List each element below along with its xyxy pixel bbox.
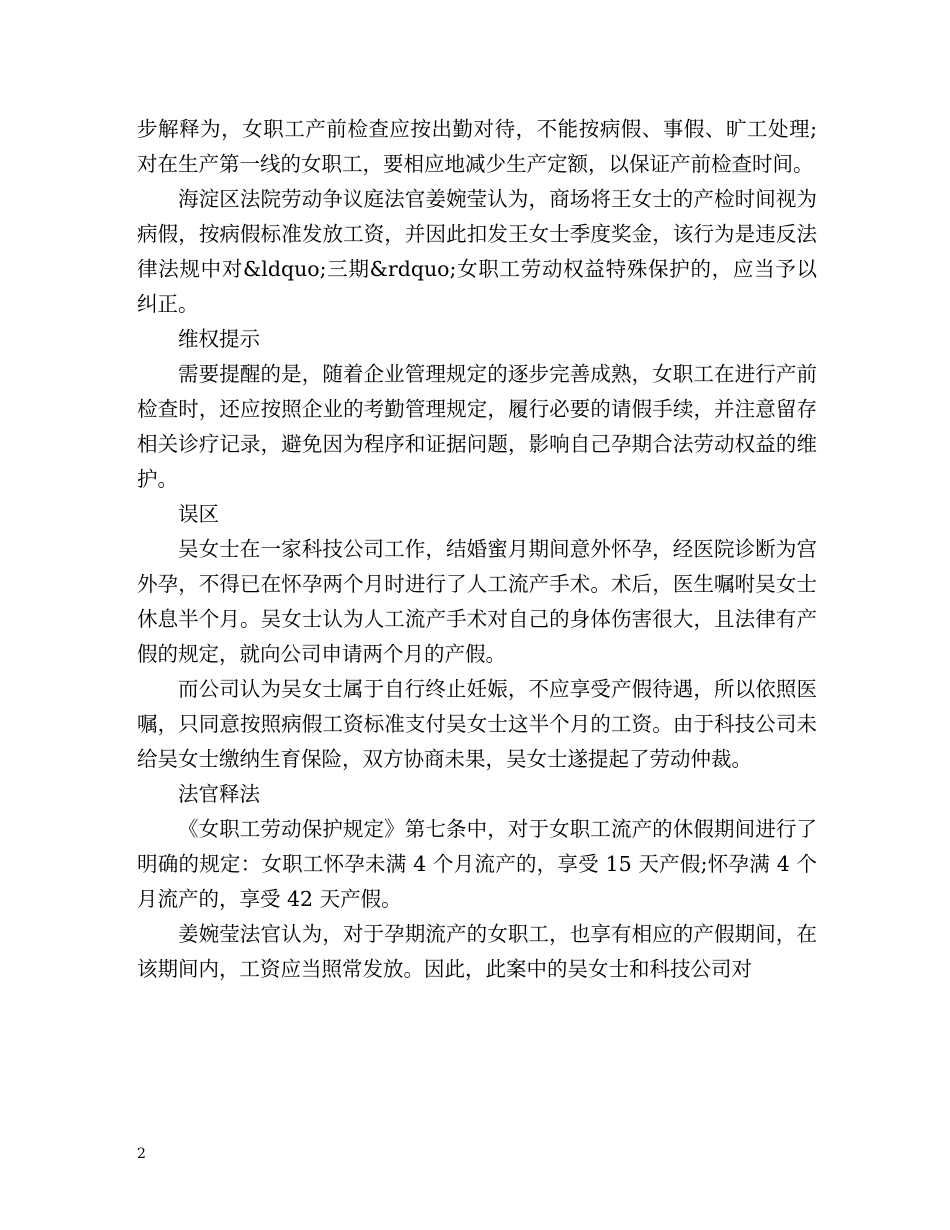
section-heading-rights-tips: 维权提示 [178, 327, 260, 351]
paragraph-regulation: 《女职工劳动保护规定》第七条中，对于女职工流产的休假期间进行了明确的规定：女职工怀孕未满 4 个月流产的，享受 15 天产假;怀孕满 4 个月流产的，享受 42 天产假。 [137, 817, 817, 911]
paragraph-reminder: 需要提醒的是，随着企业管理规定的逐步完善成熟，女职工在进行产前检查时，还应按照企业的考勤管理规定，履行必要的请假手续，并注意留存相关诊疗记录，避免因为程序和证据问题，影响自己孕期合法劳动权益的维护。 [137, 362, 817, 491]
section-heading-judge-explains: 法官释法 [178, 782, 260, 806]
document-body [137, 112, 817, 987]
paragraph-judge-conclusion: 姜婉莹法官认为，对于孕期流产的女职工，也享有相应的产假期间，在该期间内，工资应当照常发放。因此，此案中的吴女士和科技公司对 [137, 922, 817, 981]
paragraph-judge-opinion: 海淀区法院劳动争议庭法官姜婉莹认为，商场将王女士的产检时间视为病假，按病假标准发放工资，并因此扣发王女士季度奖金，该行为是违反法律法规中对&ldquo;三期&rdquo;女职工劳动权益特殊保护的，应当予以纠正。 [137, 187, 817, 316]
paragraph-case-wu: 吴女士在一家科技公司工作，结婚蜜月期间意外怀孕，经医院诊断为宫外孕，不得已在怀孕两个月时进行了人工流产手术。术后，医生嘱咐吴女士休息半个月。吴女士认为人工流产手术对自己的身体伤害很大，且法律有产假的规定，就向公司申请两个月的产假。 [137, 537, 817, 666]
section-heading-misconception: 误区 [178, 502, 219, 526]
paragraph-company-response: 而公司认为吴女士属于自行终止妊娠，不应享受产假待遇，所以依照医嘱，只同意按照病假工资标准支付吴女士这半个月的工资。由于科技公司未给吴女士缴纳生育保险，双方协商未果，吴女士遂提起了劳动仲裁。 [137, 677, 817, 771]
page-number: 2 [137, 1146, 146, 1162]
paragraph-continuation: 步解释为，女职工产前检查应按出勤对待，不能按病假、事假、旷工处理;对在生产第一线的女职工，要相应地减少生产定额，以保证产前检查时间。 [137, 117, 817, 176]
